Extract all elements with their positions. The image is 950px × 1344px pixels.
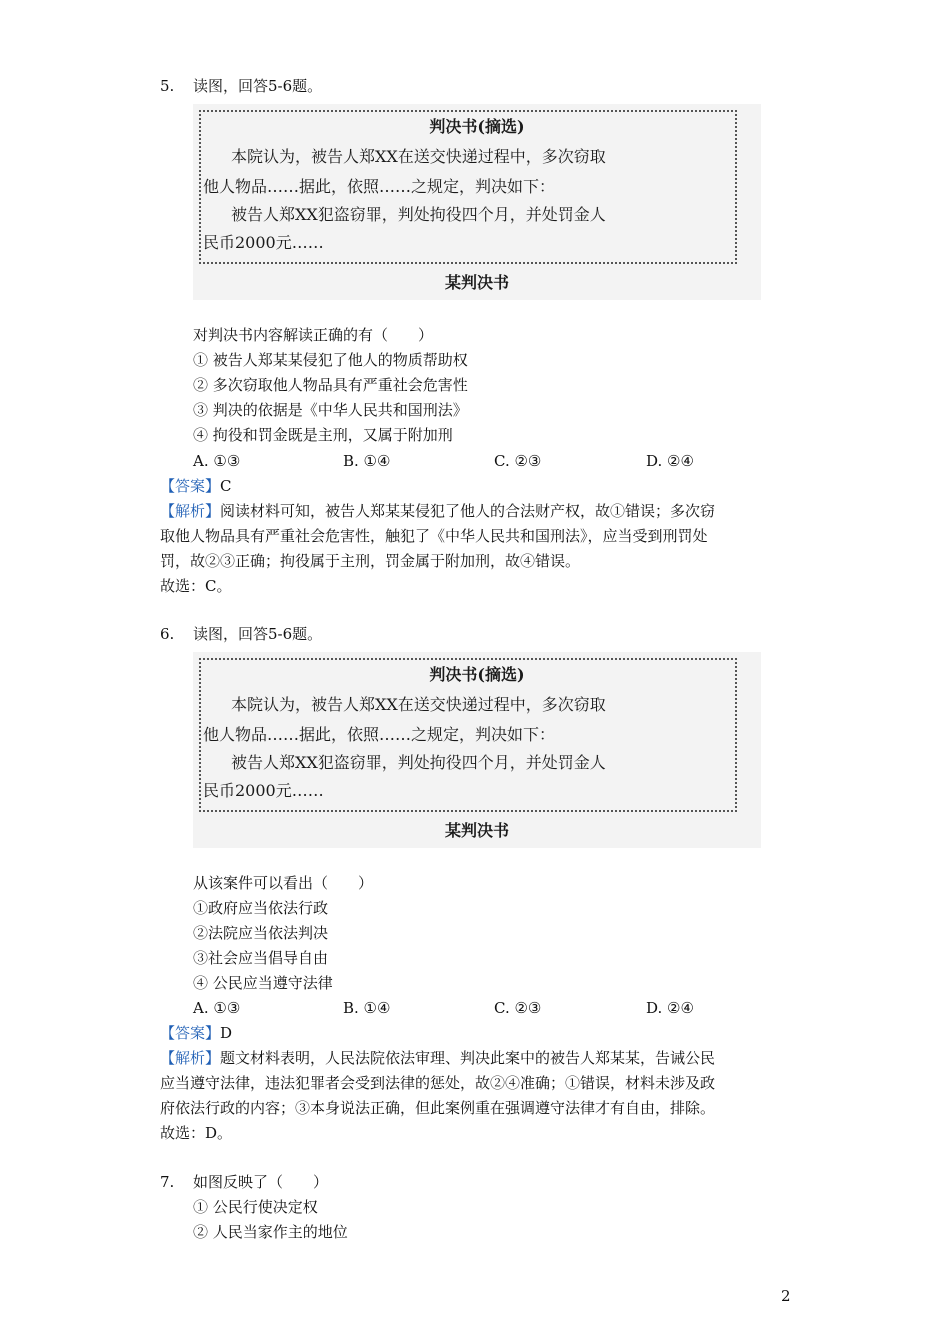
figure-caption: 某判决书 bbox=[444, 273, 509, 292]
option-c: C. ②③ bbox=[494, 452, 542, 470]
figure-line: 本院认为，被告人郑XX在送交快递过程中，多次窃取 bbox=[231, 695, 606, 714]
analysis-text: 取他人物品具有严重社会危害性，触犯了《中华人民共和国刑法》，应当受到刑罚处 bbox=[160, 527, 708, 545]
question-number: 5. bbox=[160, 77, 175, 95]
analysis-text: 阅读材料可知，被告人郑某某侵犯了他人的合法财产权，故①错误；多次窃 bbox=[220, 502, 716, 520]
statement-item: ①政府应当依法行政 bbox=[193, 899, 329, 917]
question-stem: 读图，回答5-6题。 bbox=[193, 77, 323, 95]
statement-item: ②法院应当依法判决 bbox=[193, 924, 329, 942]
statement-item: ④ 拘役和罚金既是主刑，又属于附加刑 bbox=[193, 426, 453, 444]
analysis-text: 罚，故②③正确；拘役属于主刑，罚金属于附加刑，故④错误。 bbox=[160, 552, 581, 570]
answer-value: D bbox=[220, 1024, 233, 1042]
analysis-line bbox=[160, 1046, 715, 1071]
figure-line: 被告人郑XX犯盗窃罪，判处拘役四个月，并处罚金人 bbox=[231, 753, 606, 772]
answer-value: C bbox=[220, 477, 232, 495]
analysis-tag: 【解析】 bbox=[160, 1049, 221, 1067]
judgment-figure bbox=[193, 652, 761, 848]
statement-item: ② 多次窃取他人物品具有严重社会危害性 bbox=[193, 376, 468, 394]
figure-line: 他人物品……据此，依照……之规定，判决如下： bbox=[203, 177, 556, 196]
statement-item: ③社会应当倡导自由 bbox=[193, 949, 329, 967]
option-a: A. ①③ bbox=[193, 452, 241, 470]
figure-line: 被告人郑XX犯盗窃罪，判处拘役四个月，并处罚金人 bbox=[231, 205, 606, 224]
answer-tag: 【答案】 bbox=[160, 477, 221, 495]
question-stem: 读图，回答5-6题。 bbox=[193, 625, 323, 643]
statement-item: ② 人民当家作主的地位 bbox=[193, 1223, 348, 1241]
option-b: B. ①④ bbox=[343, 999, 391, 1017]
question-text: 对判决书内容解读正确的有（ ） bbox=[193, 326, 434, 344]
page-number: 2 bbox=[781, 1287, 791, 1305]
figure-title: 判决书(摘选) bbox=[429, 665, 525, 684]
figure-title: 判决书(摘选) bbox=[429, 117, 525, 136]
option-a: A. ①③ bbox=[193, 999, 241, 1017]
analysis-text: 应当遵守法律，违法犯罪者会受到法律的惩处，故②④准确；①错误，材料未涉及政 bbox=[160, 1074, 716, 1092]
judgment-figure bbox=[193, 104, 761, 300]
answer-line bbox=[160, 474, 232, 499]
statement-item: ① 被告人郑某某侵犯了他人的物质帮助权 bbox=[193, 351, 468, 369]
option-d: D. ②④ bbox=[646, 452, 694, 470]
option-d: D. ②④ bbox=[646, 999, 694, 1017]
answer-line bbox=[160, 1021, 232, 1046]
analysis-text: 府依法行政的内容；③本身说法正确，但此案例重在强调遵守法律才有自由，排除。 bbox=[160, 1099, 716, 1117]
answer-tag: 【答案】 bbox=[160, 1024, 221, 1042]
statement-item: ④ 公民应当遵守法律 bbox=[193, 974, 333, 992]
option-b: B. ①④ bbox=[343, 452, 391, 470]
figure-line: 本院认为，被告人郑XX在送交快递过程中，多次窃取 bbox=[231, 147, 606, 166]
question-stem: 如图反映了（ ） bbox=[193, 1173, 329, 1191]
statement-item: ③ 判决的依据是《中华人民共和国刑法》 bbox=[193, 401, 468, 419]
figure-caption: 某判决书 bbox=[444, 821, 509, 840]
option-c: C. ②③ bbox=[494, 999, 542, 1017]
analysis-line bbox=[160, 499, 715, 524]
statement-item: ① 公民行使决定权 bbox=[193, 1198, 318, 1216]
question-number: 7. bbox=[160, 1173, 175, 1191]
question-text: 从该案件可以看出（ ） bbox=[193, 874, 374, 892]
analysis-text: 题文材料表明，人民法院依法审理、判决此案中的被告人郑某某，告诫公民 bbox=[220, 1049, 716, 1067]
figure-line: 民币2000元…… bbox=[203, 233, 324, 252]
question-number: 6. bbox=[160, 625, 175, 643]
figure-line: 他人物品……据此，依照……之规定，判决如下： bbox=[203, 725, 556, 744]
conclusion: 故选：D。 bbox=[160, 1124, 233, 1142]
figure-line: 民币2000元…… bbox=[203, 781, 324, 800]
analysis-tag: 【解析】 bbox=[160, 502, 221, 520]
conclusion: 故选：C。 bbox=[160, 577, 232, 595]
